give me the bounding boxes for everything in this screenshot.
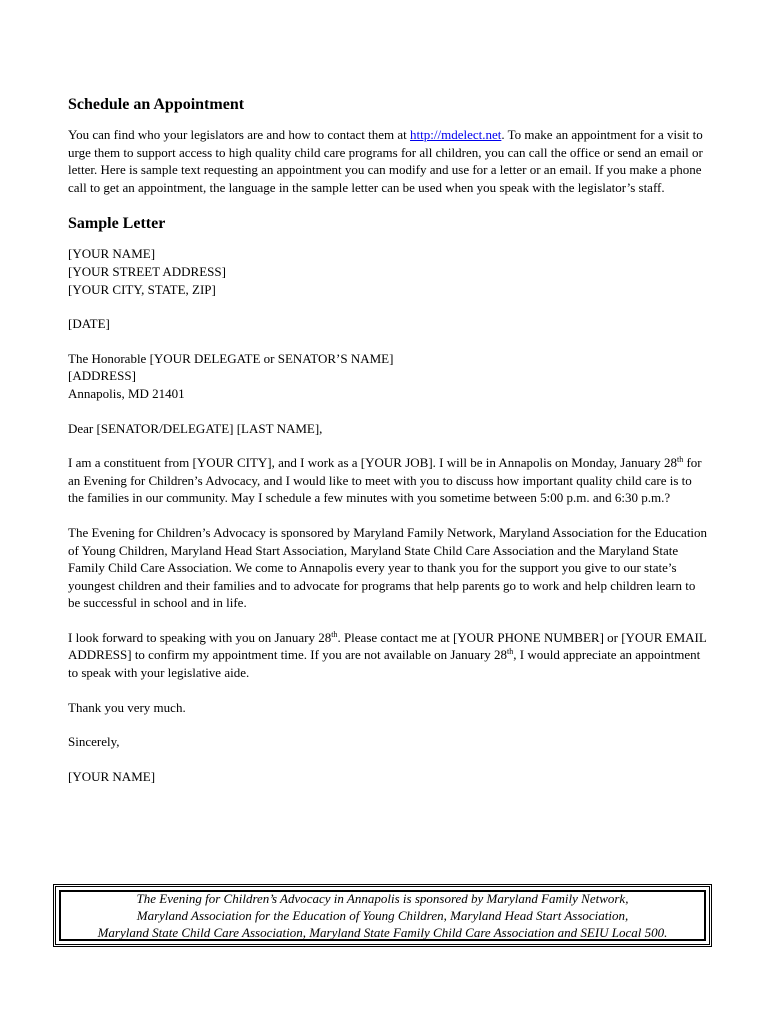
para1-superscript: th	[676, 455, 684, 465]
sender-block	[68, 245, 708, 298]
heading-sample-letter: Sample Letter	[68, 215, 166, 233]
thanks-line: Thank you very much.	[68, 699, 186, 715]
para3-superscript-1: th	[331, 629, 338, 639]
sponsor-footer-box	[53, 884, 712, 947]
closing-line: Sincerely,	[68, 734, 120, 750]
intro-text-after-link: . To make an appointment for a visit to urge them to support access to high quality child care programs for all children, you can call the office or send an email or letter. Here is sample text requesting an appointment you can modify and use for a letter or an email. If you make a phone call to get an appointment, the language in the sample letter can be used when you speak with the legislator’s staff.	[68, 127, 703, 195]
heading-schedule-appointment: Schedule an Appointment	[68, 96, 245, 113]
sponsor-footer-inner	[59, 890, 706, 941]
sender-city: [YOUR CITY, STATE, ZIP]	[68, 281, 216, 297]
document-body	[68, 94, 708, 785]
mdelect-link[interactable]: http://mdelect.net	[410, 127, 502, 142]
para1-text-b: for an Evening for Children’s Advocacy, and I would like to meet with you to discuss how important quality child care is to the families in our community. May I schedule a few minutes with you sometime between 5:00 p.m. and 6:30 p.m.?	[68, 455, 702, 506]
sender-name: [YOUR NAME]	[68, 246, 156, 262]
footer-line-2: Maryland Association for the Education of Young Children, Maryland Head Start Association,	[136, 908, 629, 923]
salutation: Dear [SENATOR/DELEGATE] [LAST NAME],	[68, 420, 323, 436]
letter-paragraph-3	[68, 629, 708, 682]
intro-text-before-link: You can find who your legislators are and how to contact them at	[68, 127, 411, 142]
sender-street: [YOUR STREET ADDRESS]	[68, 263, 226, 279]
footer-line-1: The Evening for Children’s Advocacy in Annapolis is sponsored by Maryland Family Network,	[136, 891, 629, 906]
para3-text-a: I look forward to speaking with you on January 28	[68, 629, 332, 645]
para3-superscript-2: th	[507, 647, 514, 657]
para3-text-c: , I would appreciate an appointment to speak with your legislative aide.	[68, 647, 701, 681]
recipient-address: [ADDRESS]	[68, 368, 136, 384]
recipient-city: Annapolis, MD 21401	[68, 385, 185, 401]
signature-line: [YOUR NAME]	[68, 768, 156, 784]
letter-paragraph-1	[68, 454, 708, 507]
para3-text-b: . Please contact me at [YOUR PHONE NUMBER] or [YOUR EMAIL ADDRESS] to confirm my appointment time. If you are not available on January 28	[68, 629, 707, 663]
letter-date: [DATE]	[68, 316, 110, 332]
footer-line-3: Maryland State Child Care Association, Maryland State Family Child Care Association and SEIU Local 500.	[97, 925, 668, 940]
para1-text-a: I am a constituent from [YOUR CITY], and I work as a [YOUR JOB]. I will be in Annapolis on Monday, January 28	[68, 455, 677, 471]
intro-paragraph	[68, 126, 708, 196]
recipient-name: The Honorable [YOUR DELEGATE or SENATOR’S NAME]	[68, 350, 394, 366]
letter-paragraph-2: The Evening for Children’s Advocacy is sponsored by Maryland Family Network, Maryland Association for the Education of Young Children, Maryland Head Start Association, Maryland State Child Care Association and the Maryland State Family Child Care Association. We come to Annapolis every year to thank you for the support you give to our state’s youngest children and their families and to advocate for programs that help parents go to work and help children learn to be successful in school and in life.	[68, 524, 708, 611]
recipient-block	[68, 350, 708, 403]
